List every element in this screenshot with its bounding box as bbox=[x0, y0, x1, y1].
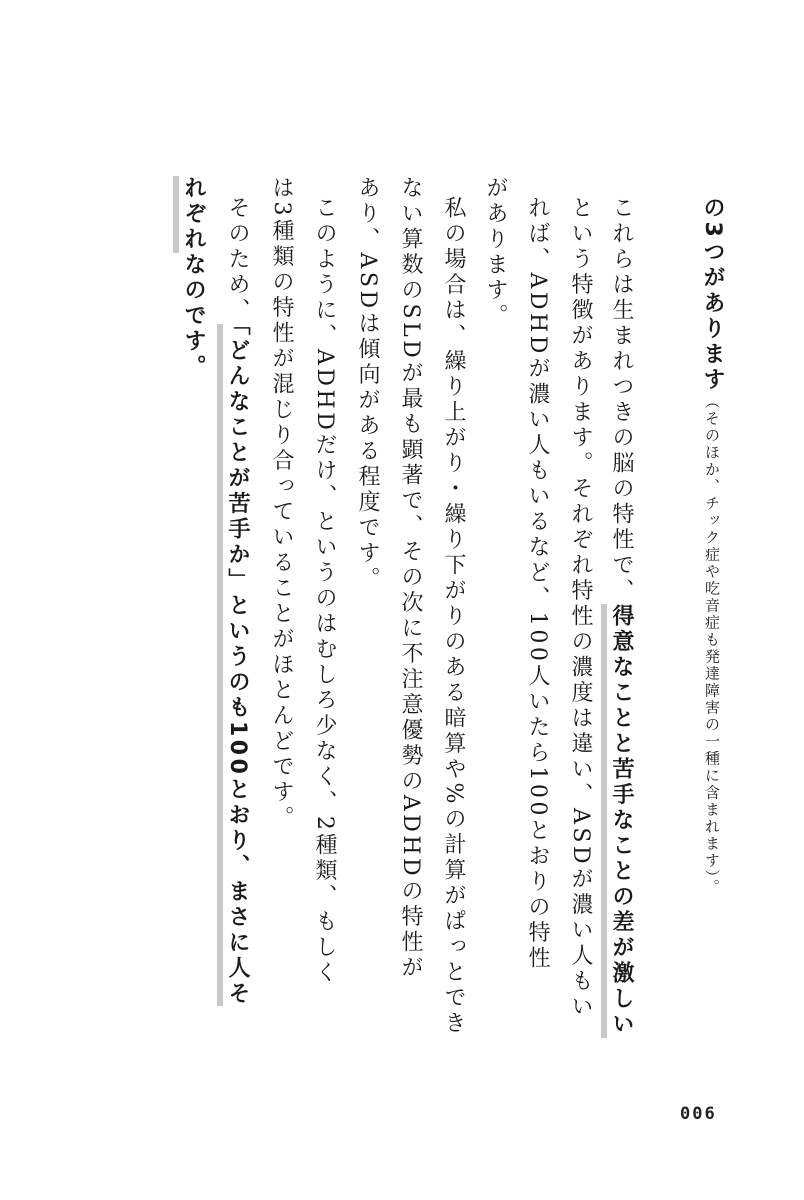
column-7-text: ない算数のSLDが最も顕著で、その次に不注意優勢のADHDの特性が bbox=[398, 176, 423, 982]
column-12-text: なのです。 bbox=[181, 252, 206, 380]
text-column-2 bbox=[606, 196, 636, 1038]
highlight-text-1: 得意なことと苦手なことの差が激しい bbox=[601, 604, 634, 1038]
text-column-4 bbox=[522, 196, 552, 972]
column-8-text: あり、ASDは傾向がある程度です。 bbox=[355, 176, 380, 593]
text-column-6 bbox=[438, 196, 468, 1036]
highlight-text-2: 「どんなことが苦手か」というのも100とおり、まさに人そ bbox=[217, 324, 250, 1007]
page-number: 006 bbox=[680, 1104, 717, 1124]
text-column-11 bbox=[222, 196, 252, 1006]
text-column-1 bbox=[697, 196, 727, 896]
column-5-text: があります。 bbox=[483, 176, 508, 329]
column-6-text: 私の場合は、繰り上がり・繰り下がりのある暗算や%の計算がぱっとでき bbox=[441, 196, 466, 1037]
text-column-10 bbox=[266, 176, 296, 831]
column-4-text: れば、ADHDが濃い人もいるなど、100人いたら100とおりの特性 bbox=[525, 196, 550, 972]
text-column-7 bbox=[395, 176, 425, 981]
text-column-8 bbox=[352, 176, 382, 592]
text-column-9 bbox=[309, 196, 339, 986]
highlight-text-3: れぞれ bbox=[173, 176, 206, 253]
column-1-note: （そのほか、チック症や吃音症も発達障害の一種に含まれます）。 bbox=[703, 393, 721, 896]
column-10-text: は3種類の特性が混じり合っていることがほとんどです。 bbox=[269, 176, 294, 831]
column-2-text: これらは生まれつきの脳の特性で、 bbox=[609, 196, 634, 604]
column-3-text: という特徴があります。それぞれ特性の濃度は違い、ASDが濃い人もい bbox=[568, 196, 593, 1021]
column-1-text: の3つがあります bbox=[700, 196, 725, 394]
column-9-text: このように、ADHDだけ、というのはむしろ少なく、2種類、もしく bbox=[312, 196, 337, 987]
text-column-5 bbox=[480, 176, 510, 329]
text-column-3 bbox=[565, 196, 595, 1020]
text-column-12 bbox=[178, 176, 208, 380]
column-11-text: そのため、 bbox=[225, 196, 250, 324]
